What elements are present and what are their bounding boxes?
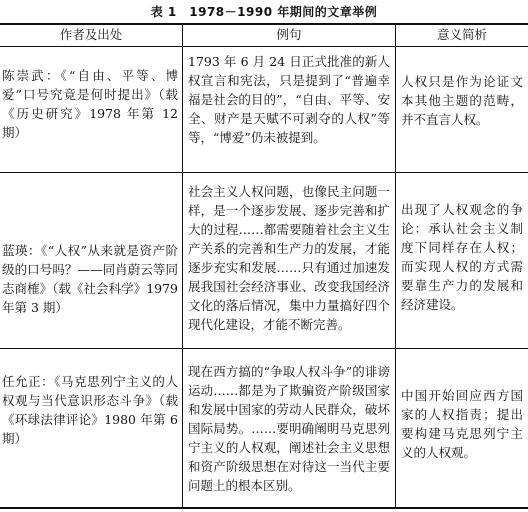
table-header-rule (0, 46, 528, 47)
header-meaning: 意义简析 (436, 27, 487, 42)
column-divider (395, 23, 396, 508)
row2-example-cell: 社会主义人权问题，也像民主问题一样，是一个逐步发展、逐步完善和扩大的过程……都需要随着社会主义生产关系的完善和生产力的发展，才能逐步充实和发展……只有通过加速发展我国社会经济事业、改变我国经济文化的落后情况，集中力量搞好四个现代化建设，才能不断完善。 (188, 184, 390, 332)
row1-example-cell: 1793 年 6 月 24 日正式批准的新人权宣言和宪法，只是提到了“普遍幸福是社会的目的”，“自由、平等、安全、财产是天赋不可剥夺的人权”等等，“博爱”仍未被提到。 (188, 54, 390, 145)
row-divider (0, 348, 528, 349)
row-divider (0, 172, 528, 173)
table-caption: 表 1 1978－1990 年期间的文章举例 (150, 5, 378, 19)
row2-source-cell: 蓝瑛：《“人权”从来就是资产阶级的口号吗？——同肖蔚云等同志商榷》（载《社会科学》1979 年第 3 期） (2, 243, 178, 315)
table-bottom-rule (0, 507, 528, 509)
header-source: 作者及出处 (59, 27, 123, 42)
header-example: 例句 (276, 27, 302, 42)
row3-meaning-cell: 中国开始回应西方国家的人权指责；提出要构建马克思列宁主义的人权观。 (401, 388, 523, 460)
column-divider (182, 23, 183, 508)
row3-source-cell: 任允正：《马克思列宁主义的人权观与当代意识形态斗争》（载《环球法律评论》1980 年第 6 期） (2, 374, 178, 446)
row2-meaning-cell: 出现了人权观念的争论：承认社会主义制度下同样存在人权；而实现人权的方式需要靠生产力的发展和经济建设。 (401, 202, 523, 312)
row3-example-cell: 现在西方搞的“争取人权斗争”的诽谤运动……都是为了欺骗资产阶级国家和发展中国家的劳动人民群众，破坏国际局势。……要明确阐明马克思列宁主义的人权观，阐述社会主义思想和资产阶级思想在对待这一当代主要问题上的根本区别。 (188, 364, 390, 493)
row1-meaning-cell: 人权只是作为论证文本其他主题的范畴，并不直言人权。 (401, 74, 523, 127)
row1-source-cell: 陈崇武：《“自由、平等、博爱”口号究竟是何时提出》（载《历史研究》1978 年第 12 期） (2, 68, 178, 140)
